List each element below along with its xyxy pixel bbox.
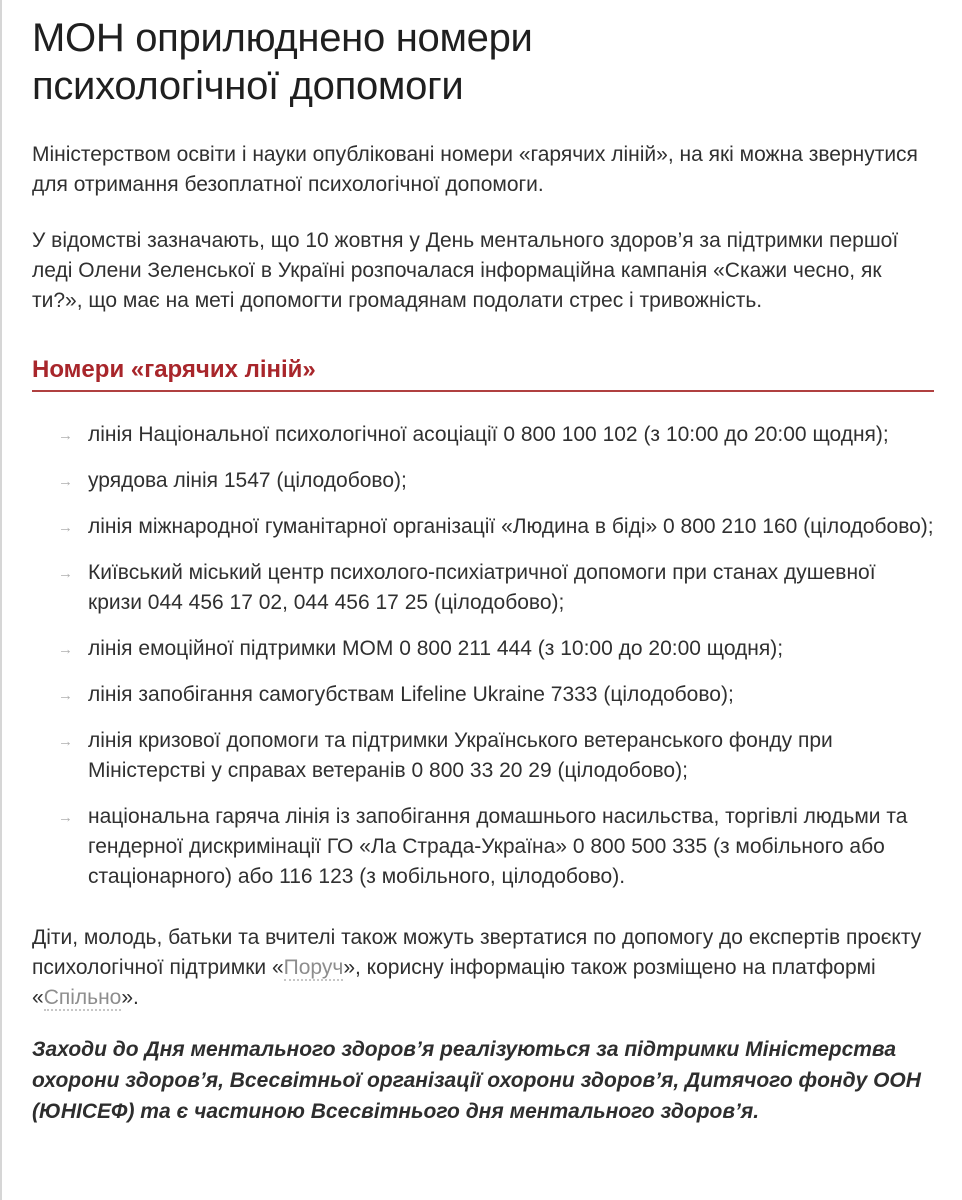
arrow-bullet-icon: →	[58, 809, 73, 826]
hotline-item	[32, 420, 934, 450]
campaign-paragraph: У відомстві зазначають, що 10 жовтня у День ментального здоров’я за підтримки першої леді Олени Зеленської в Україні розпочалася інформаційна кампанія «Скажи чесно, як ти?», що має на меті допомогти громадянам подолати стрес і тривожність.	[32, 229, 899, 312]
arrow-bullet-icon: →	[58, 519, 73, 536]
arrow-bullet-icon: →	[58, 565, 73, 582]
link-spilno[interactable]: Спільно	[43, 986, 122, 1009]
outro-paragraph	[32, 923, 934, 1013]
outro-text-after: ».	[121, 986, 139, 1009]
hotline-text: лінія Національної психологічної асоціації 0 800 100 102 (з 10:00 до 20:00 щодня);	[88, 423, 889, 446]
arrow-bullet-icon: →	[58, 473, 73, 490]
section-heading: Номери «гарячих ліній»	[32, 356, 934, 392]
hotline-item	[32, 466, 934, 496]
hotline-text: лінія запобігання самогубствам Lifeline Ukraine 7333 (цілодобово);	[88, 683, 734, 706]
hotline-item	[32, 558, 934, 618]
hotline-item	[32, 512, 934, 542]
article	[2, 0, 962, 1127]
arrow-bullet-icon: →	[58, 427, 73, 444]
hotline-text: урядова лінія 1547 (цілодобово);	[88, 469, 407, 492]
arrow-bullet-icon: →	[58, 733, 73, 750]
hotline-item	[32, 726, 934, 786]
arrow-bullet-icon: →	[58, 687, 73, 704]
hotline-text: лінія міжнародної гуманітарної організації «Людина в біді» 0 800 210 160 (цілодобово);	[88, 515, 934, 538]
hotline-list	[32, 420, 934, 892]
footnote-paragraph: Заходи до Дня ментального здоров’я реалізуються за підтримки Міністерства охорони здоров’я, Всесвітньої організації охорони здоров’я, Дитячого фонду ООН (ЮНІСЕФ) та є частиною Всесвітнього дня ментального здоров’я.	[32, 1038, 921, 1123]
hotline-text: лінія кризової допомоги та підтримки Українського ветеранського фонду при Міністерстві у справах ветеранів 0 800 33 20 29 (цілодобово);	[88, 729, 833, 782]
hotline-item	[32, 802, 934, 892]
page-title: МОН оприлюднено номери психологічної допомоги	[32, 16, 533, 108]
link-poruch[interactable]: Поруч	[283, 956, 344, 979]
outro-text-before: Діти, молодь, батьки та вчителі також можуть звертатися по допомогу до експертів проєкту психологічної підтримки «	[32, 926, 922, 979]
outro-text-middle: », корисну інформацію також розміщено на платформі «	[32, 956, 876, 1009]
hotline-item	[32, 634, 934, 664]
lead-paragraph: Міністерством освіти і науки опубліковані номери «гарячих ліній», на які можна звернутися для отримання безоплатної психологічної допомоги.	[32, 143, 918, 196]
hotline-item	[32, 680, 934, 710]
hotline-text: лінія емоційної підтримки МОМ 0 800 211 444 (з 10:00 до 20:00 щодня);	[88, 637, 784, 660]
arrow-bullet-icon: →	[58, 641, 73, 658]
hotline-text: Київський міський центр психолого-психіатричної допомоги при станах душевної кризи 044 456 17 02, 044 456 17 25 (цілодобово);	[88, 561, 876, 614]
hotline-text: національна гаряча лінія із запобігання домашнього насильства, торгівлі людьми та гендерної дискримінації ГО «Ла Страда-Україна» 0 800 500 335 (з мобільного або стаціонарного) або 116 123 (з мобільного, цілодобово).	[88, 805, 908, 888]
